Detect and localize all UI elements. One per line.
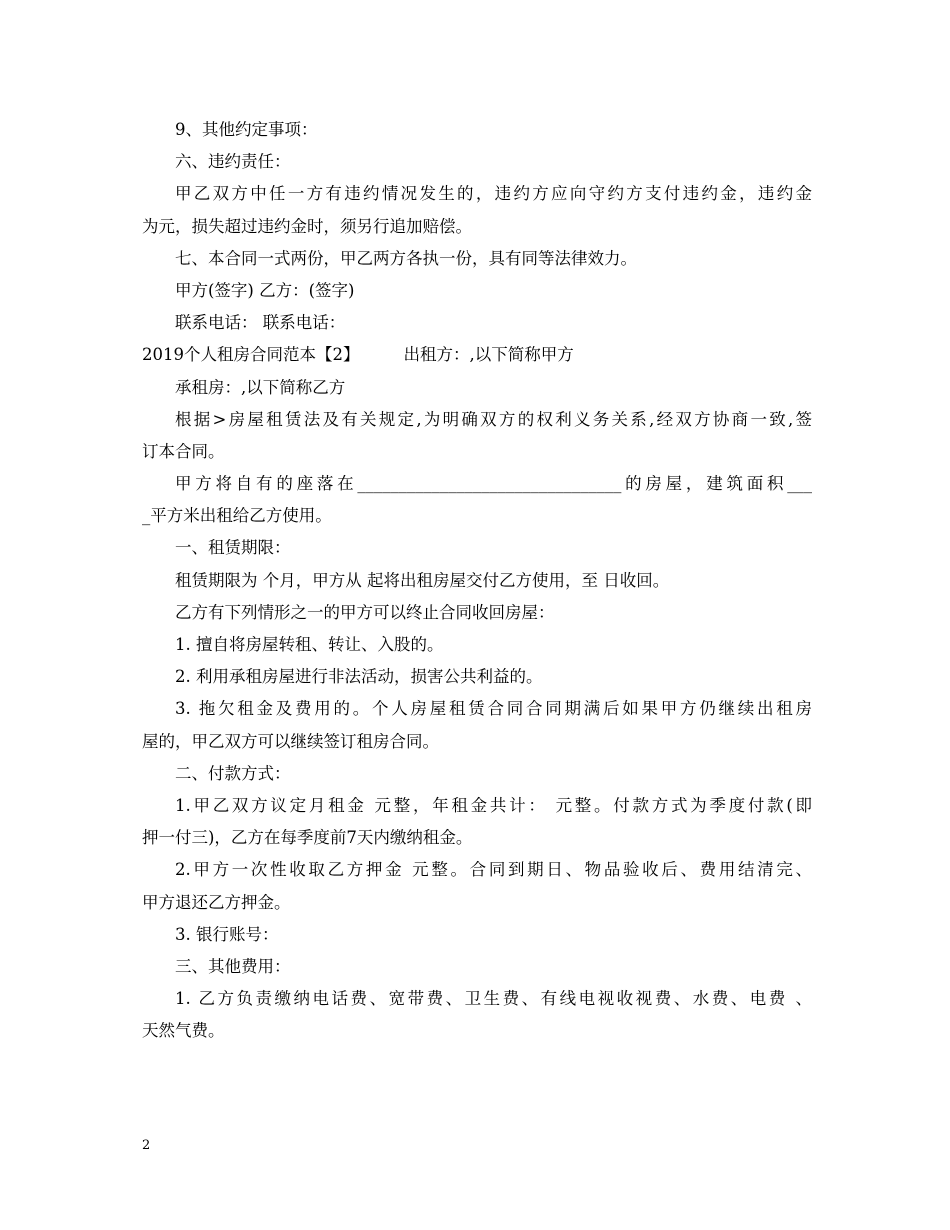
line-text: 乙方有下列情形之一的甲方可以终止合同收回房屋：	[175, 602, 555, 622]
line-text: 甲方退还乙方押金。	[142, 892, 291, 912]
line-text: 租赁期限为 个月，甲方从 起将出租房屋交付乙方使用，至 日收回。	[175, 570, 670, 590]
document-line	[142, 404, 812, 436]
line-tail-text: 出租方：,以下简称甲方	[403, 345, 574, 365]
document-line	[142, 597, 812, 629]
document-line	[142, 565, 812, 597]
document-line	[142, 919, 812, 951]
line-text: 押一付三)，乙方在每季度前7天内缴纳租金。	[142, 828, 473, 848]
document-line	[142, 275, 812, 307]
document-line	[142, 887, 812, 919]
document-line	[142, 693, 812, 725]
line-text: 3. 拖欠租金及费用的。个人房屋租赁合同合同期满后如果甲方仍继续出租房	[175, 699, 812, 719]
document-line	[142, 307, 812, 339]
line-text: 七、本合同一式两份，甲乙两方各执一份，具有同等法律效力。	[175, 248, 637, 268]
document-line	[142, 468, 812, 500]
document-line	[142, 178, 812, 210]
line-text: 二、付款方式：	[175, 763, 291, 783]
line-text: 三、其他费用：	[175, 956, 291, 976]
document-line	[142, 629, 812, 661]
line-text: 联系电话： 联系电话：	[175, 313, 346, 333]
document-line	[142, 339, 812, 371]
document-line	[142, 661, 812, 693]
line-text: 2019个人租房合同范本【2】	[142, 345, 360, 365]
document-body	[142, 114, 812, 1047]
line-text: 甲乙双方中任一方有违约情况发生的，违约方应向守约方支付违约金，违约金	[175, 184, 812, 204]
document-line	[142, 500, 812, 532]
document-line	[142, 114, 812, 146]
line-text: 承租房：,以下简称乙方	[175, 377, 346, 397]
document-line	[142, 758, 812, 790]
document-line	[142, 532, 812, 564]
document-line	[142, 372, 812, 404]
document-line	[142, 983, 812, 1015]
line-text: 甲方(签字) 乙方：(签字)	[175, 280, 355, 300]
line-text: 9、其他约定事项：	[175, 120, 318, 139]
line-text: _平方米出租给乙方使用。	[142, 506, 332, 526]
page-number: 2	[142, 1138, 151, 1153]
document-line	[142, 822, 812, 854]
line-text: 甲方将自有的座落在________________________________的房屋，建筑面积___	[175, 474, 812, 494]
document-line	[142, 726, 812, 758]
line-text: 2. 利用承租房屋进行非法活动，损害公共利益的。	[175, 667, 543, 687]
line-text: 1. 擅自将房屋转租、转让、入股的。	[175, 635, 444, 654]
document-line	[142, 243, 812, 275]
line-text: 1.甲乙双方议定月租金 元整，年租金共计： 元整。付款方式为季度付款(即	[175, 795, 812, 815]
document-line	[142, 1015, 812, 1047]
line-text: 一、租赁期限：	[175, 538, 291, 558]
document-line	[142, 146, 812, 178]
line-text: 屋的，甲乙双方可以继续签订租房合同。	[142, 731, 439, 751]
line-text: 天然气费。	[142, 1021, 225, 1041]
document-line	[142, 790, 812, 822]
line-text: 订本合同。	[142, 441, 225, 461]
document-line	[142, 436, 812, 468]
line-text: 为元，损失超过违约金时，须另行追加赔偿。	[142, 216, 472, 236]
document-line	[142, 854, 812, 886]
line-text: 根据>房屋租赁法及有关规定,为明确双方的权利义务关系,经双方协商一致,签	[175, 409, 812, 429]
line-text: 1. 乙方负责缴纳电话费、宽带费、卫生费、有线电视收视费、水费、电费 、	[175, 989, 812, 1009]
document-line	[142, 951, 812, 983]
document-line	[142, 211, 812, 243]
line-text: 六、违约责任：	[175, 152, 291, 172]
line-text: 3. 银行账号：	[175, 924, 279, 944]
line-text: 2.甲方一次性收取乙方押金 元整。合同到期日、物品验收后、费用结清完、	[175, 860, 812, 880]
